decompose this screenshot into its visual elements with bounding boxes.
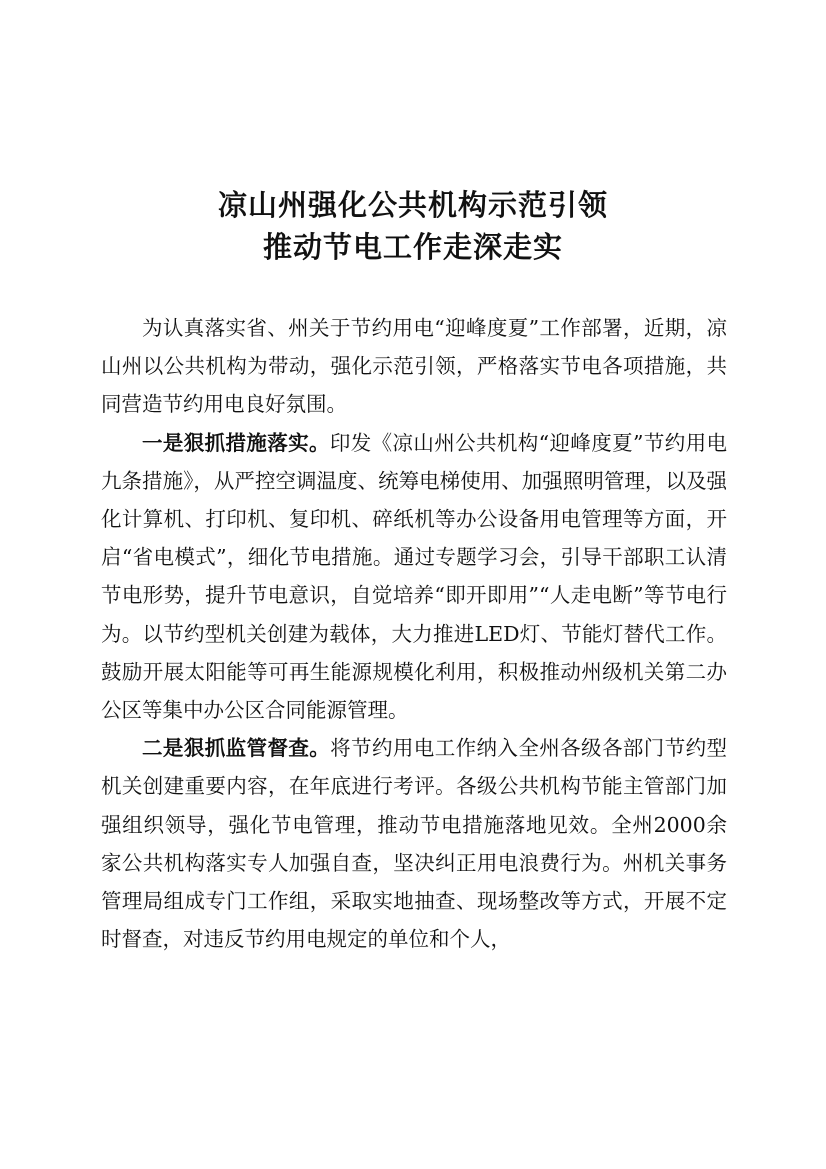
paragraph-text: 印发《凉山州公共机构“迎峰度夏”节约用电九条措施》，从严控空调温度、统筹电梯使用、加强照明管理，以及强化计算机、打印机、复印机、碎纸机等办公设备用电管理等方面，开启“省电模式”，细化节电措施。通过专题学习会，引导干部职工认清节电形势，提升节电意识，自觉培养“即开即用”“人走电断”等节电行为。以节约型机关创建为载体，大力推进LED灯、节能灯替代工作。鼓励开展太阳能等可再生能源规模化利用，积极推动州级机关第二办公区等集中办公区合同能源管理。: [101, 430, 727, 723]
document-title: [0, 184, 826, 268]
paragraph-text: 将节约用电工作纳入全州各级各部门节约型机关创建重要内容，在年底进行考评。各级公共机构节能主管部门加强组织领导，强化节电管理，推动节电措施落地见效。全州2000余家公共机构落实专人加强自查，坚决纠正用电浪费行为。州机关事务管理局组成专门工作组，采取实地抽查、现场整改等方式，开展不定时督查，对违反节约用电规定的单位和个人，: [101, 736, 728, 952]
paragraph-intro: [101, 309, 727, 424]
paragraph-text: 为认真落实省、州关于节约用电“迎峰度夏”工作部署，近期，凉山州以公共机构为带动，强化示范引领，严格落实节电各项措施，共同营造节约用电良好氛围。: [101, 316, 727, 417]
paragraph-lead: 一是狠抓措施落实。: [142, 430, 330, 455]
paragraph-supervision: [101, 729, 727, 958]
title-line-1: 凉山州强化公共机构示范引领: [217, 188, 608, 222]
document-body: [101, 309, 727, 958]
paragraph-lead: 二是狠抓监管督查。: [142, 736, 331, 761]
title-line-2: 推动节电工作走深走实: [262, 230, 563, 264]
paragraph-measures: [101, 424, 727, 730]
